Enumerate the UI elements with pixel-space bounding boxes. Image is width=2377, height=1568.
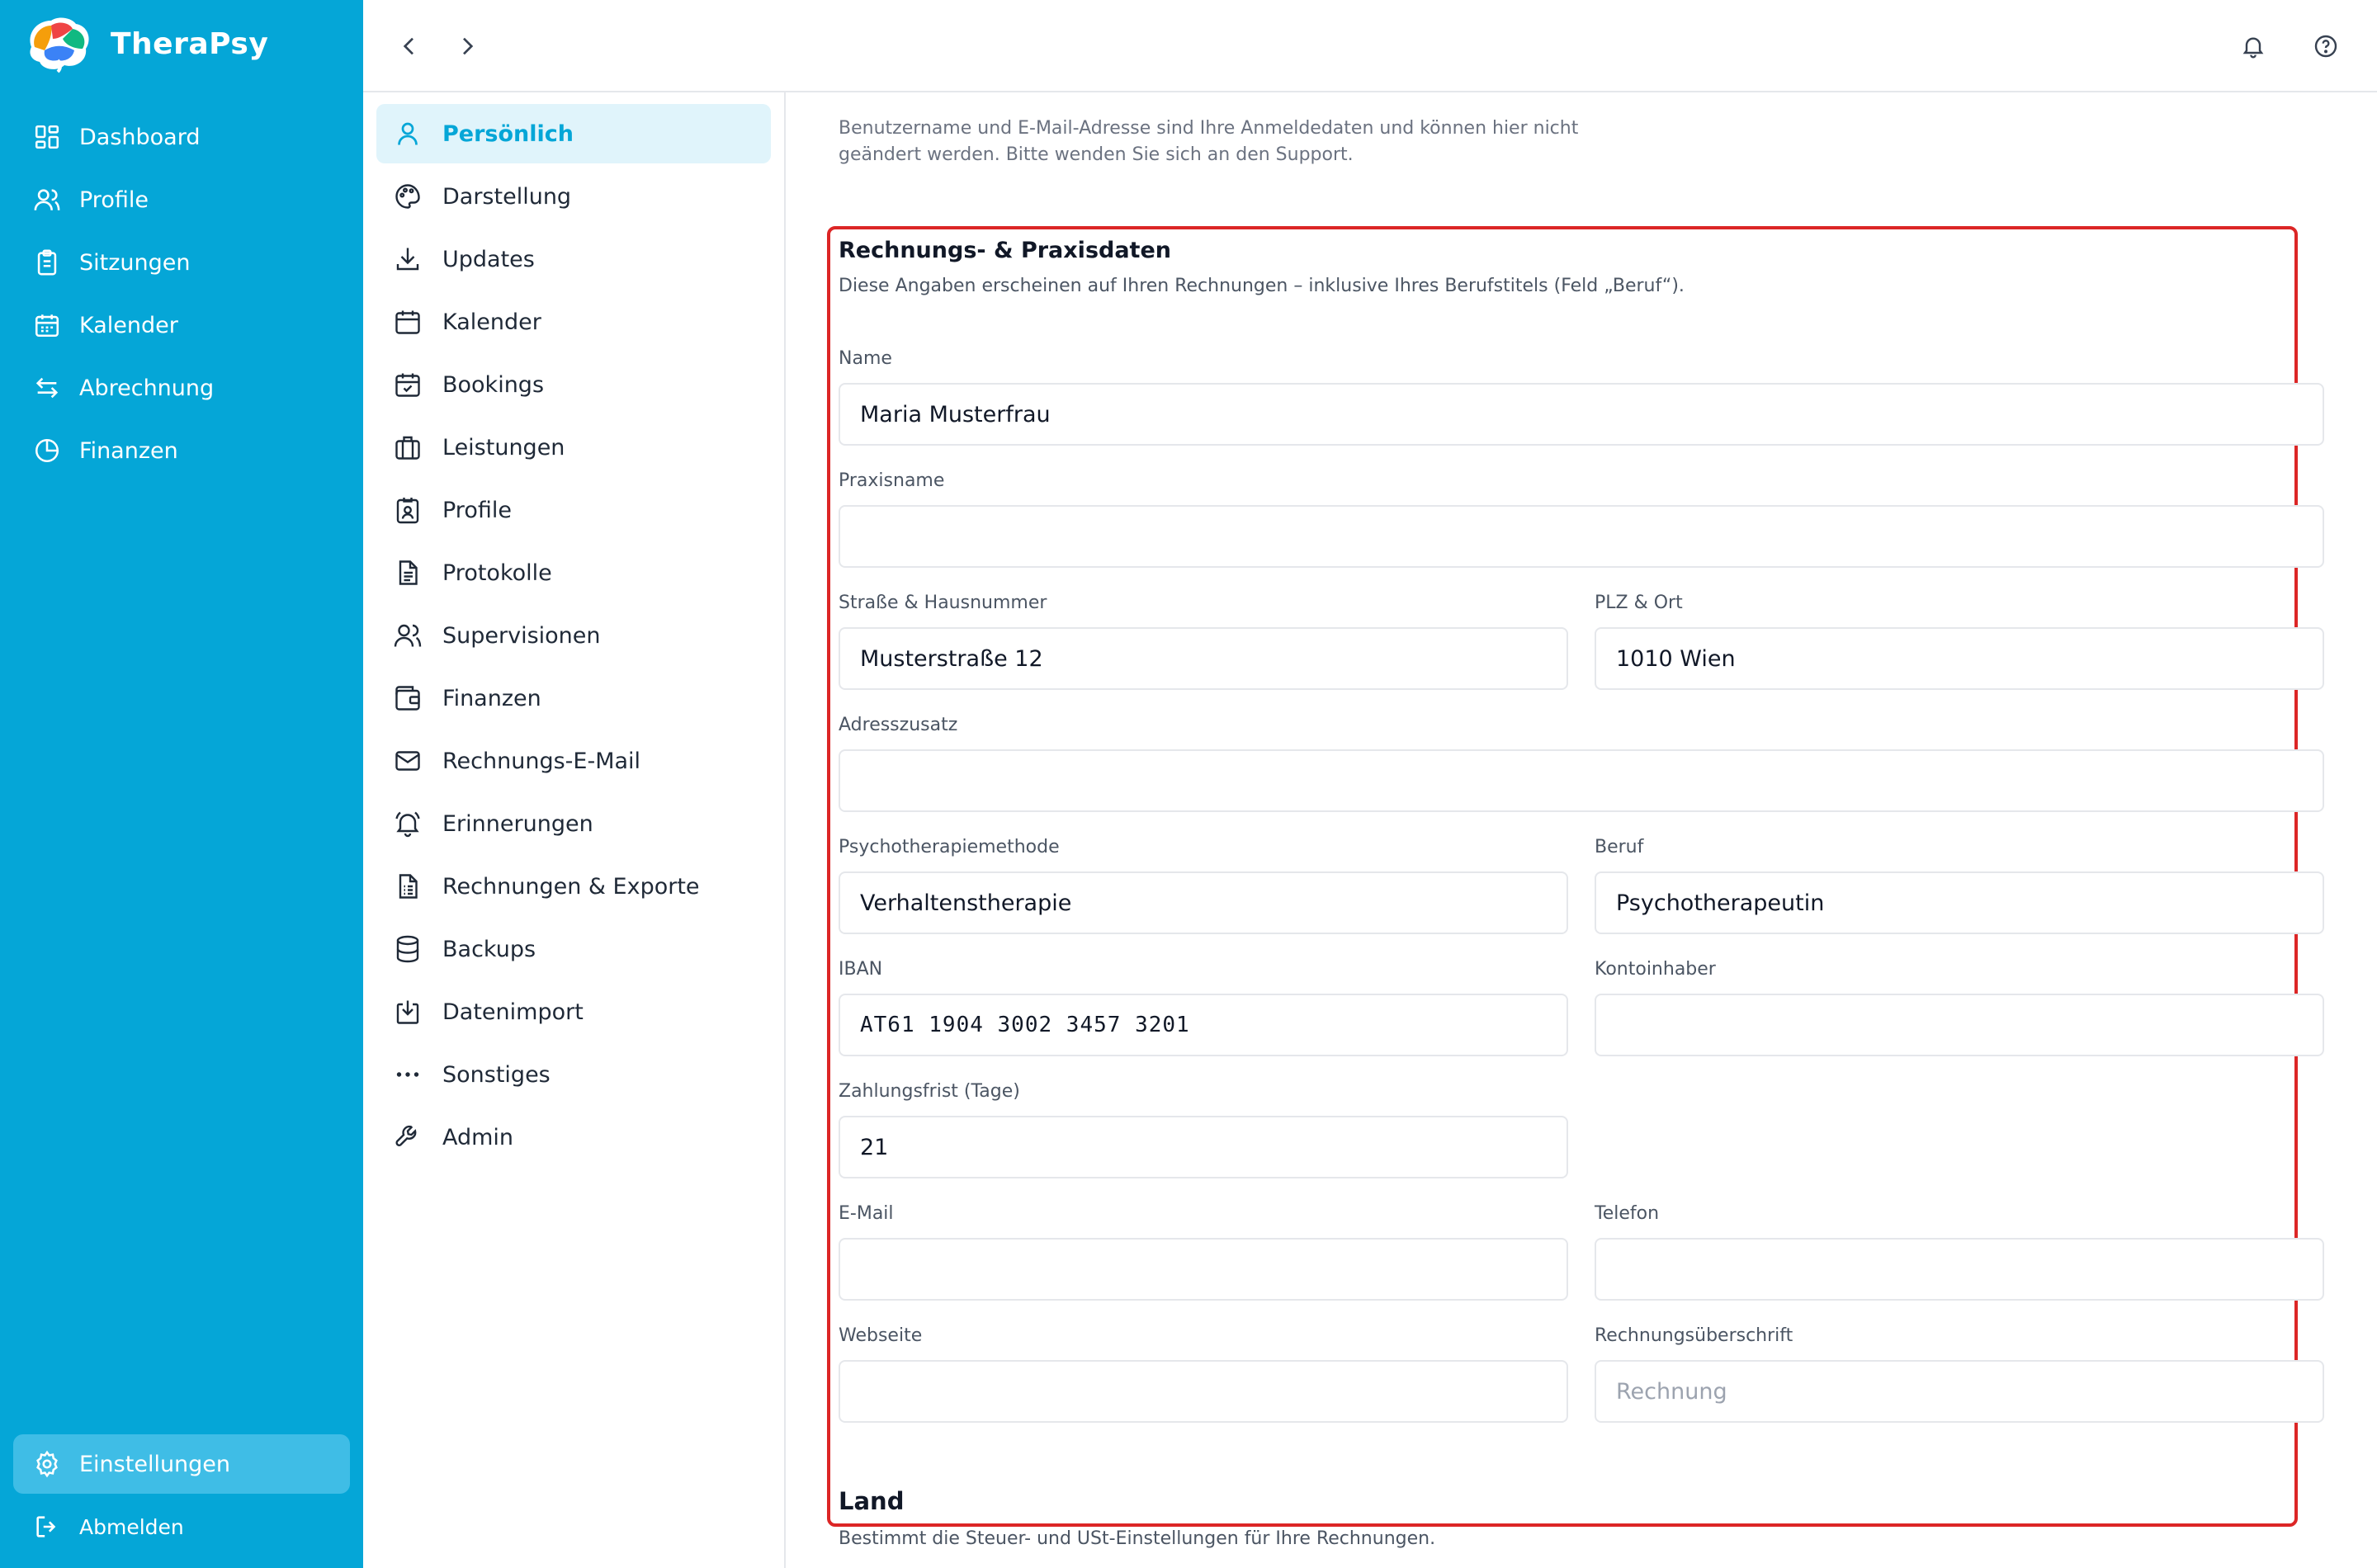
plz-ort-value: 1010 Wien <box>1616 645 1736 672</box>
brain-logo-icon <box>25 14 92 73</box>
strasse-field[interactable] <box>839 627 1568 690</box>
settings-item-rechnungen-exporte[interactable] <box>376 857 771 916</box>
nav-label: Kalender <box>79 312 178 338</box>
user-icon <box>393 119 423 149</box>
bell-icon <box>2240 33 2266 59</box>
email-label: E-Mail <box>839 1203 894 1224</box>
name-field[interactable] <box>839 383 2324 446</box>
mail-icon <box>393 746 423 776</box>
id-badge-icon <box>393 495 423 525</box>
name-label: Name <box>839 348 892 369</box>
primary-nav <box>13 107 350 484</box>
help-button[interactable] <box>2309 30 2342 63</box>
webseite-label: Webseite <box>839 1325 923 1346</box>
praxisname-label: Praxisname <box>839 470 945 491</box>
settings-item-label: Supervisionen <box>442 622 601 649</box>
rechnungsueberschrift-placeholder: Rechnung <box>1616 1378 1727 1405</box>
help-circle-icon <box>2313 33 2339 59</box>
briefcase-icon <box>393 432 423 462</box>
zahlungsfrist-field[interactable] <box>839 1116 1568 1178</box>
rechnungsueberschrift-field[interactable] <box>1595 1360 2324 1423</box>
nav-item-dashboard[interactable] <box>13 107 350 167</box>
section-description: Diese Angaben erscheinen auf Ihren Rechnungen – inklusive Ihres Berufstitels (Feld „Beruf“). <box>839 276 1685 296</box>
webseite-field[interactable] <box>839 1360 1568 1423</box>
settings-item-updates[interactable] <box>376 229 771 289</box>
calendar-icon <box>393 307 423 337</box>
land-title: Land <box>839 1487 905 1515</box>
settings-item-label: Persönlich <box>442 120 574 147</box>
login-info-text: Benutzername und E-Mail-Adresse sind Ihre Anmeldedaten und können hier nicht geändert werden. Bitte wenden Sie sich an den Support. <box>839 118 1579 165</box>
methode-field[interactable] <box>839 871 1568 934</box>
settings-item-label: Rechnungen & Exporte <box>442 873 700 900</box>
settings-item-bookings[interactable] <box>376 355 771 414</box>
settings-item-leistungen[interactable] <box>376 418 771 477</box>
settings-item-sonstiges[interactable] <box>376 1045 771 1104</box>
settings-item-finanzen[interactable] <box>376 668 771 728</box>
settings-item-datenimport[interactable] <box>376 982 771 1041</box>
adresszusatz-field[interactable] <box>839 749 2324 812</box>
beruf-label: Beruf <box>1595 837 1644 857</box>
strasse-value: Musterstraße 12 <box>860 645 1043 672</box>
settings-item-darstellung[interactable] <box>376 167 771 226</box>
nav-item-abmelden[interactable] <box>13 1497 350 1556</box>
settings-item-label: Datenimport <box>442 999 584 1025</box>
invoice-icon <box>393 871 423 901</box>
settings-item-label: Sonstiges <box>442 1061 551 1088</box>
iban-field[interactable] <box>839 994 1568 1056</box>
calendar-check-icon <box>393 370 423 399</box>
zahlungsfrist-label: Zahlungsfrist (Tage) <box>839 1081 1020 1102</box>
chevron-right-icon <box>454 33 480 59</box>
settings-item-kalender[interactable] <box>376 292 771 352</box>
nav-label: Abrechnung <box>79 375 215 401</box>
methode-value: Verhaltenstherapie <box>860 890 1072 916</box>
settings-item-rechnungs-email[interactable] <box>376 731 771 791</box>
settings-item-label: Finanzen <box>442 685 541 711</box>
settings-item-backups[interactable] <box>376 919 771 979</box>
nav-item-abrechnung[interactable] <box>13 358 350 418</box>
land-description: Bestimmt die Steuer- und USt-Einstellungen für Ihre Rechnungen. <box>839 1528 1436 1549</box>
kontoinhaber-label: Kontoinhaber <box>1595 959 1716 980</box>
iban-label: IBAN <box>839 959 883 980</box>
app-name: TheraPsy <box>111 26 269 61</box>
settings-item-label: Profile <box>442 497 512 523</box>
main-sidebar <box>0 0 363 1568</box>
settings-item-persoenlich[interactable] <box>376 104 771 163</box>
nav-item-finanzen[interactable] <box>13 421 350 480</box>
settings-item-profile[interactable] <box>376 480 771 540</box>
nav-label: Abmelden <box>79 1514 184 1539</box>
zahlungsfrist-value: 21 <box>860 1134 889 1160</box>
palette-icon <box>393 182 423 211</box>
settings-item-label: Rechnungs-E-Mail <box>442 748 641 774</box>
nav-item-kalender[interactable] <box>13 295 350 355</box>
section-title: Rechnungs- & Praxisdaten <box>839 238 1171 263</box>
settings-item-label: Kalender <box>442 309 541 335</box>
settings-item-erinnerungen[interactable] <box>376 794 771 853</box>
wrench-icon <box>393 1122 423 1152</box>
strasse-label: Straße & Hausnummer <box>839 593 1047 613</box>
settings-item-supervisionen[interactable] <box>376 606 771 665</box>
settings-item-label: Bookings <box>442 371 545 398</box>
app-logo[interactable] <box>25 15 268 73</box>
settings-item-label: Darstellung <box>442 183 572 210</box>
methode-label: Psychotherapiemethode <box>839 837 1060 857</box>
users-icon <box>33 186 61 214</box>
gear-icon <box>33 1450 61 1478</box>
nav-label: Finanzen <box>79 437 178 464</box>
pie-chart-icon <box>33 437 61 465</box>
nav-label: Profile <box>79 187 149 213</box>
settings-item-label: Admin <box>442 1124 514 1150</box>
settings-content <box>787 92 2377 1568</box>
back-button[interactable] <box>393 30 426 63</box>
telefon-label: Telefon <box>1595 1203 1660 1224</box>
nav-item-sitzungen[interactable] <box>13 233 350 292</box>
nav-label: Einstellungen <box>79 1451 231 1477</box>
nav-item-einstellungen[interactable] <box>13 1434 350 1494</box>
nav-item-profile[interactable] <box>13 170 350 229</box>
settings-item-label: Updates <box>442 246 535 272</box>
rechnungsueberschrift-label: Rechnungsüberschrift <box>1595 1325 1793 1346</box>
top-bar <box>363 0 2377 92</box>
dashboard-icon <box>33 123 61 151</box>
name-value: Maria Musterfrau <box>860 401 1051 427</box>
download-icon <box>393 244 423 274</box>
settings-item-label: Erinnerungen <box>442 810 593 837</box>
sidebar-footer <box>13 1434 350 1560</box>
settings-item-label: Backups <box>442 936 536 962</box>
settings-item-label: Leistungen <box>442 434 565 460</box>
plz-ort-label: PLZ & Ort <box>1595 593 1683 613</box>
logout-icon <box>33 1513 61 1541</box>
wallet-icon <box>393 683 423 713</box>
beruf-field[interactable] <box>1595 871 2324 934</box>
nav-label: Dashboard <box>79 124 201 150</box>
calendar-icon <box>33 311 61 339</box>
settings-nav <box>363 92 786 1568</box>
plz-ort-field[interactable] <box>1595 627 2324 690</box>
arrows-exchange-icon <box>33 374 61 402</box>
settings-item-admin[interactable] <box>376 1108 771 1167</box>
import-icon <box>393 997 423 1027</box>
chevron-left-icon <box>396 33 423 59</box>
database-icon <box>393 934 423 964</box>
notifications-button[interactable] <box>2237 30 2270 63</box>
iban-value: AT61 1904 3002 3457 3201 <box>860 1013 1190 1037</box>
settings-item-label: Protokolle <box>442 560 552 586</box>
praxisname-field[interactable] <box>839 505 2324 568</box>
telefon-field[interactable] <box>1595 1238 2324 1301</box>
document-icon <box>393 558 423 588</box>
forward-button[interactable] <box>451 30 484 63</box>
email-field[interactable] <box>839 1238 1568 1301</box>
bell-ring-icon <box>393 809 423 838</box>
settings-item-protokolle[interactable] <box>376 543 771 602</box>
adresszusatz-label: Adresszusatz <box>839 715 958 735</box>
kontoinhaber-field[interactable] <box>1595 994 2324 1056</box>
clipboard-icon <box>33 248 61 276</box>
nav-label: Sitzungen <box>79 249 191 276</box>
beruf-value: Psychotherapeutin <box>1616 890 1825 916</box>
more-horizontal-icon <box>393 1060 423 1089</box>
users-icon <box>393 621 423 650</box>
